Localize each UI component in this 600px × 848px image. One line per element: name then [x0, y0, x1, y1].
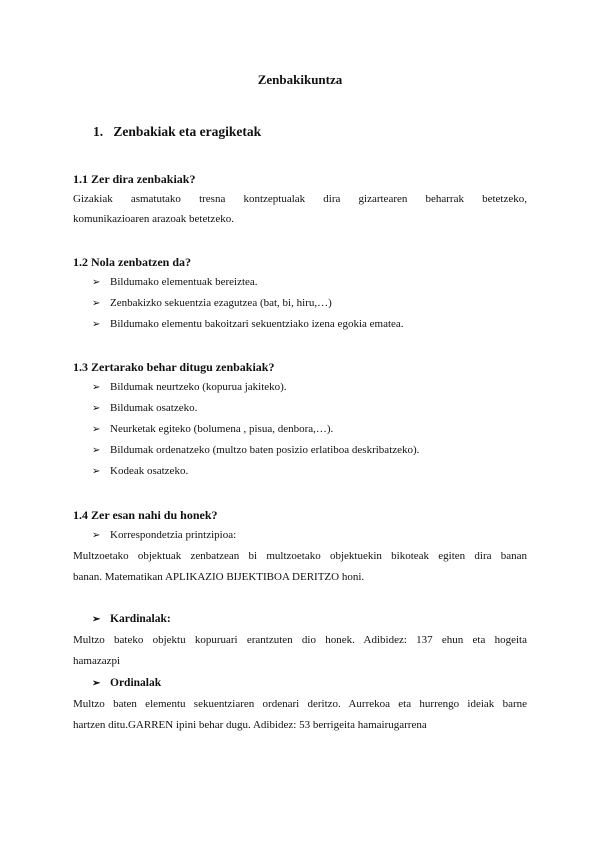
- section-title: Zenbakiak eta eragiketak: [113, 124, 262, 139]
- list-item: ➢ Bildumak neurtzeko (kopurua jakiteko).: [92, 381, 287, 393]
- arrow-bullet-icon: ➢: [92, 382, 101, 393]
- list-item: ➢ Bildumako elementuak bereiztea.: [92, 276, 258, 288]
- list-item: ➢ Korrespondetzia printzipioa:: [92, 529, 237, 541]
- arrow-bullet-icon: ➢: [92, 466, 101, 477]
- paragraph-1-1-line: komunikazioaren arazoak betetzeko.: [73, 213, 234, 225]
- list-item: ➢ Neurketak egiteko (bolumena , pisua, denbora,…).: [92, 423, 334, 435]
- heading-1-2: 1.2 Nola zenbatzen da?: [73, 255, 191, 269]
- heading-1-1: 1.1 Zer dira zenbakiak?: [73, 172, 196, 186]
- arrow-bullet-icon: ➢: [92, 277, 101, 288]
- arrow-bullet-icon: ➢: [92, 614, 101, 625]
- cardinal-paragraph-line: hamazazpi: [73, 655, 121, 667]
- cardinal-paragraph-line: Multzo bateko objektu kopuruari erantzuten dio honek. Adibidez: 137 ehun eta hogeita: [73, 634, 527, 646]
- paragraph-1-4-line: Multzoetako objektuak zenbatzean bi multzoetako objektuekin bikoteak egiten dira banan: [73, 550, 527, 562]
- ordinal-heading: ➢ Ordinalak: [92, 677, 162, 689]
- arrow-bullet-icon: ➢: [92, 678, 101, 689]
- arrow-bullet-icon: ➢: [92, 424, 101, 435]
- arrow-bullet-icon: ➢: [92, 530, 101, 541]
- list-item: ➢ Bildumak osatzeko.: [92, 402, 198, 414]
- section-heading: [93, 124, 261, 140]
- cardinal-heading: ➢ Kardinalak:: [92, 613, 171, 625]
- list-item: ➢ Zenbakizko sekuentzia ezagutzea (bat, bi, hiru,…): [92, 297, 332, 309]
- section-number: 1.: [93, 124, 104, 139]
- arrow-bullet-icon: ➢: [92, 445, 101, 456]
- arrow-bullet-icon: ➢: [92, 403, 101, 414]
- list-item: ➢ Bildumako elementu bakoitzari sekuentziako izena egokia ematea.: [92, 318, 404, 330]
- ordinal-paragraph-line: hartzen ditu.GARREN ipini behar dugu. Adibidez: 53 berrigeita hamairugarrena: [73, 719, 427, 731]
- list-item: ➢ Kodeak osatzeko.: [92, 465, 189, 477]
- arrow-bullet-icon: ➢: [92, 298, 101, 309]
- arrow-bullet-icon: ➢: [92, 319, 101, 330]
- ordinal-paragraph-line: Multzo baten elementu sekuentziaren ordenari deritzo. Aurrekoa eta hurrengo ideiak barne: [73, 698, 527, 710]
- list-item: ➢ Bildumak ordenatzeko (multzo baten posizio erlatiboa deskribatzeko).: [92, 444, 420, 456]
- heading-1-3: 1.3 Zertarako behar ditugu zenbakiak?: [73, 360, 275, 374]
- document-title: Zenbakikuntza: [257, 72, 343, 87]
- paragraph-1-4-line: banan. Matematikan APLIKAZIO BIJEKTIBOA DERITZO honi.: [73, 571, 365, 583]
- paragraph-1-1-line: Gizakiak asmatutako tresna kontzeptualak dira gizartearen beharrak betetzeko,: [73, 193, 527, 205]
- heading-1-4: 1.4 Zer esan nahi du honek?: [73, 508, 218, 522]
